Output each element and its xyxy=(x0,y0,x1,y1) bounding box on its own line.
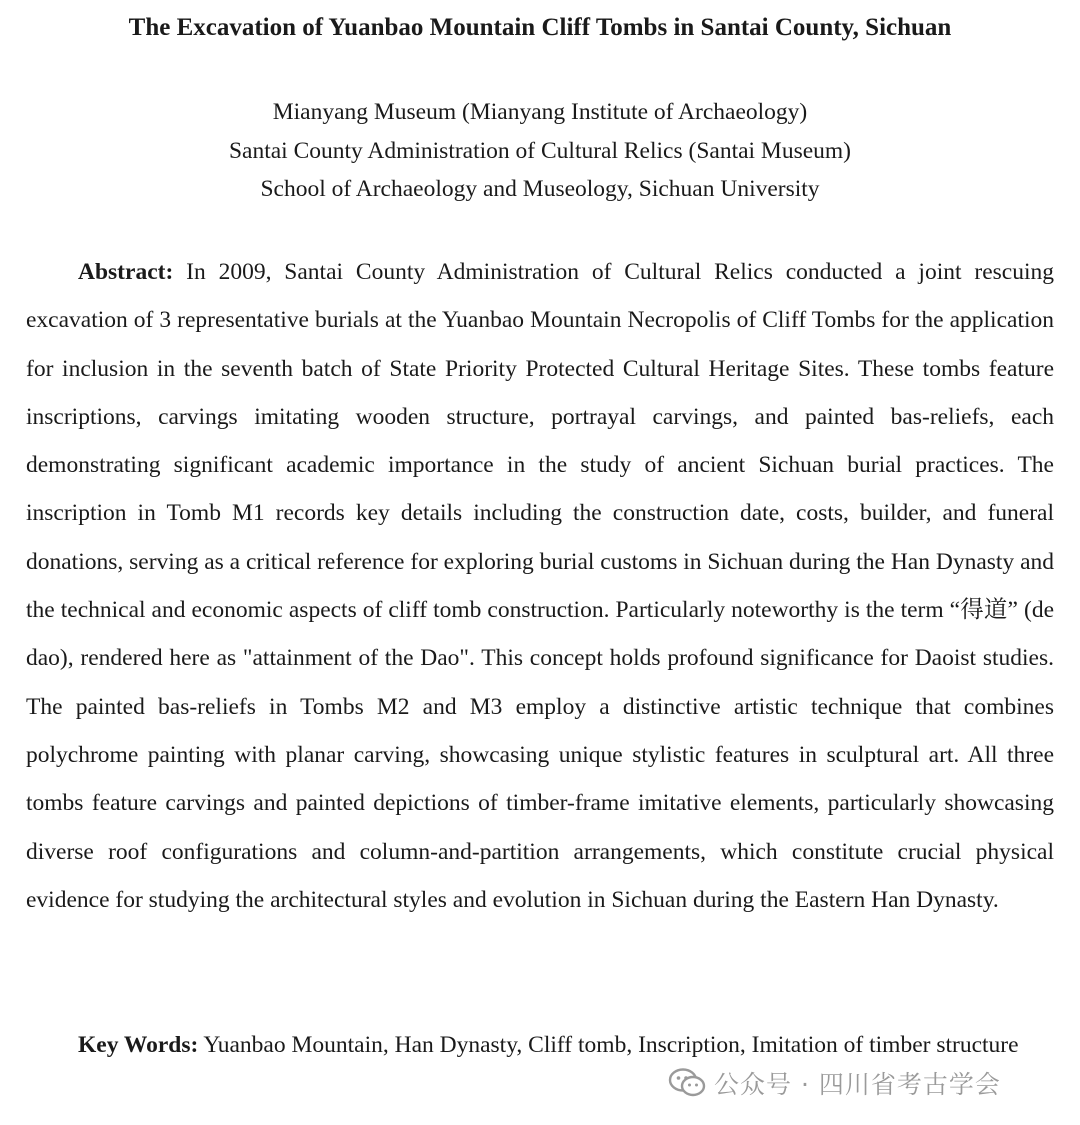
paper-title: The Excavation of Yuanbao Mountain Cliff Tombs in Santai County, Sichuan xyxy=(128,14,952,41)
affiliation-2: Santai County Administration of Cultural Relics (Santai Museum) xyxy=(228,137,852,164)
abstract-label: Abstract: xyxy=(78,259,174,285)
abstract-text: In 2009, Santai County Administration of Cultural Relics conducted a joint rescuing excavation of 3 representative burials at the Yuanbao Mountain Necropolis of Cliff Tombs for the application for inclusion in the seventh batch of State Priority Protected Cultural Heritage Sites. These tombs feature inscriptions, carvings imitating wooden structure, portrayal carvings, and painted bas-reliefs, each demonstrating significant academic importance in the study of ancient Sichuan burial practices. The inscription in Tomb M1 records key details including the construction date, costs, builder, and funeral donations, serving as a critical reference for exploring burial customs in Sichuan during the Han Dynasty and the technical and economic aspects of cliff tomb construction. Particularly noteworthy is the term “得道” (de dao), rendered here as "attainment of the Dao". This concept holds profound significance for Daoist studies. The painted bas-reliefs in Tombs M2 and M3 employ a distinctive artistic technique that combines polychrome painting with planar carving, showcasing unique stylistic features in sculptural art. All three tombs feature carvings and painted depictions of timber-frame imitative elements, particularly showcasing diverse roof configurations and column-and-partition arrangements, which constitute crucial physical evidence for studying the architectural styles and evolution in Sichuan during the Eastern Han Dynasty. xyxy=(26,259,1054,913)
affiliations xyxy=(0,93,1080,209)
affiliation-3: School of Archaeology and Museology, Sichuan University xyxy=(260,176,820,202)
watermark xyxy=(668,1064,1001,1102)
wechat-icon xyxy=(668,1068,706,1098)
watermark-text: 公众号 · 四川省考古学会 xyxy=(714,1070,1001,1099)
keywords-text: Yuanbao Mountain, Han Dynasty, Cliff tomb, Inscription, Imitation of timber structure xyxy=(203,1032,1019,1058)
abstract-paragraph xyxy=(26,248,1054,924)
keywords-label: Key Words: xyxy=(78,1032,199,1058)
affiliation-1: Mianyang Museum (Mianyang Institute of Archaeology) xyxy=(272,99,808,125)
keywords-paragraph xyxy=(26,1021,1054,1069)
